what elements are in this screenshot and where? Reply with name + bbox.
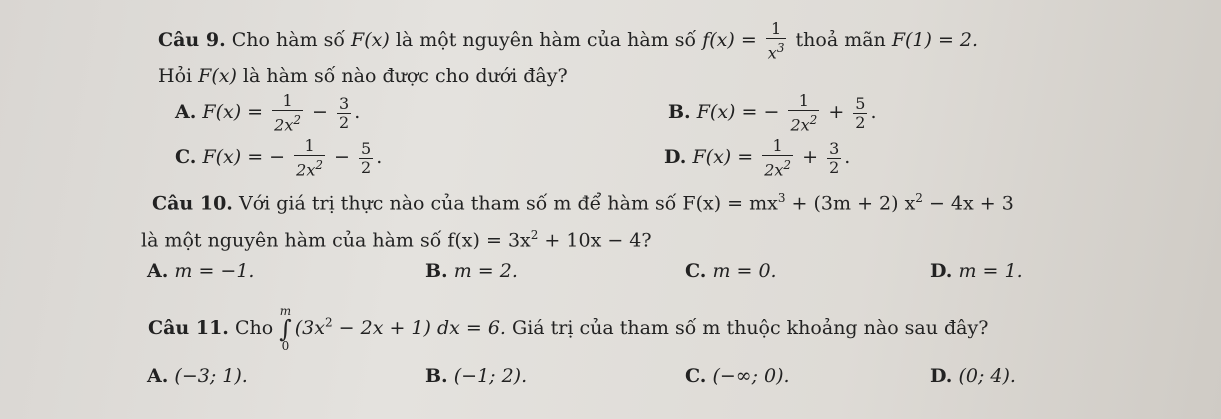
q11-label: Câu 11. [148, 317, 229, 339]
q10-line1: Câu 10. Với giá trị thực nào của tham số m để hàm số $F(x) = mx^3 + (3m + 2) x^2 - 4x + 3$ [152, 191, 1014, 215]
q10-line2: là một nguyên hàm của hàm số $f(x) = 3x^2 + 10x - 4$? [141, 228, 652, 252]
q9-line2: Hỏi F(x) là hàm số nào được cho dưới đây? [158, 65, 568, 87]
q9-option-a: A. F(x) = $\frac{1}{2x^2}$ − $\frac{3}{2}$ . [175, 91, 361, 135]
q9-f-fraction: $\frac{1}{x^3}$ [767, 19, 785, 63]
q9-option-d: D. F(x) = $\frac{1}{2x^2}$ + $\frac{3}{2}$ . [664, 136, 851, 180]
q10-option-b: B. m = 2. [425, 260, 518, 282]
q9-option-c: C. F(x) = − $\frac{1}{2x^2}$ − $\frac{5}{2}$ . [175, 136, 383, 180]
q10-option-d: D. m = 1. [930, 260, 1023, 282]
q10-option-c: C. m = 0. [685, 260, 777, 282]
integral-sign: m ∫ 0 [279, 304, 292, 353]
q11-line1: Câu 11. Cho m ∫ 0 $(3x^2 - 2x + 1)$ dx = 6. Giá trị của tham số m thuộc khoảng nào sau đây? [148, 304, 989, 353]
q10-label: Câu 10. [152, 192, 233, 215]
q10-option-a: A. m = −1. [147, 260, 255, 282]
q9-option-b: B. F(x) = − $\frac{1}{2x^2}$ + $\frac{5}{2}$ . [668, 91, 877, 135]
q9-line1: Câu 9. Cho hàm số F(x) là một nguyên hàm của hàm số f(x) = $\frac{1}{x^3}$ thoả mãn F(1) = 2. [158, 19, 979, 63]
q11-option-d: D. (0; 4). [930, 365, 1016, 387]
q11-option-c: C. (−∞; 0). [685, 365, 790, 387]
q11-option-a: A. (−3; 1). [147, 365, 248, 387]
q11-option-b: B. (−1; 2). [425, 365, 528, 387]
q9-label: Câu 9. [158, 29, 226, 52]
